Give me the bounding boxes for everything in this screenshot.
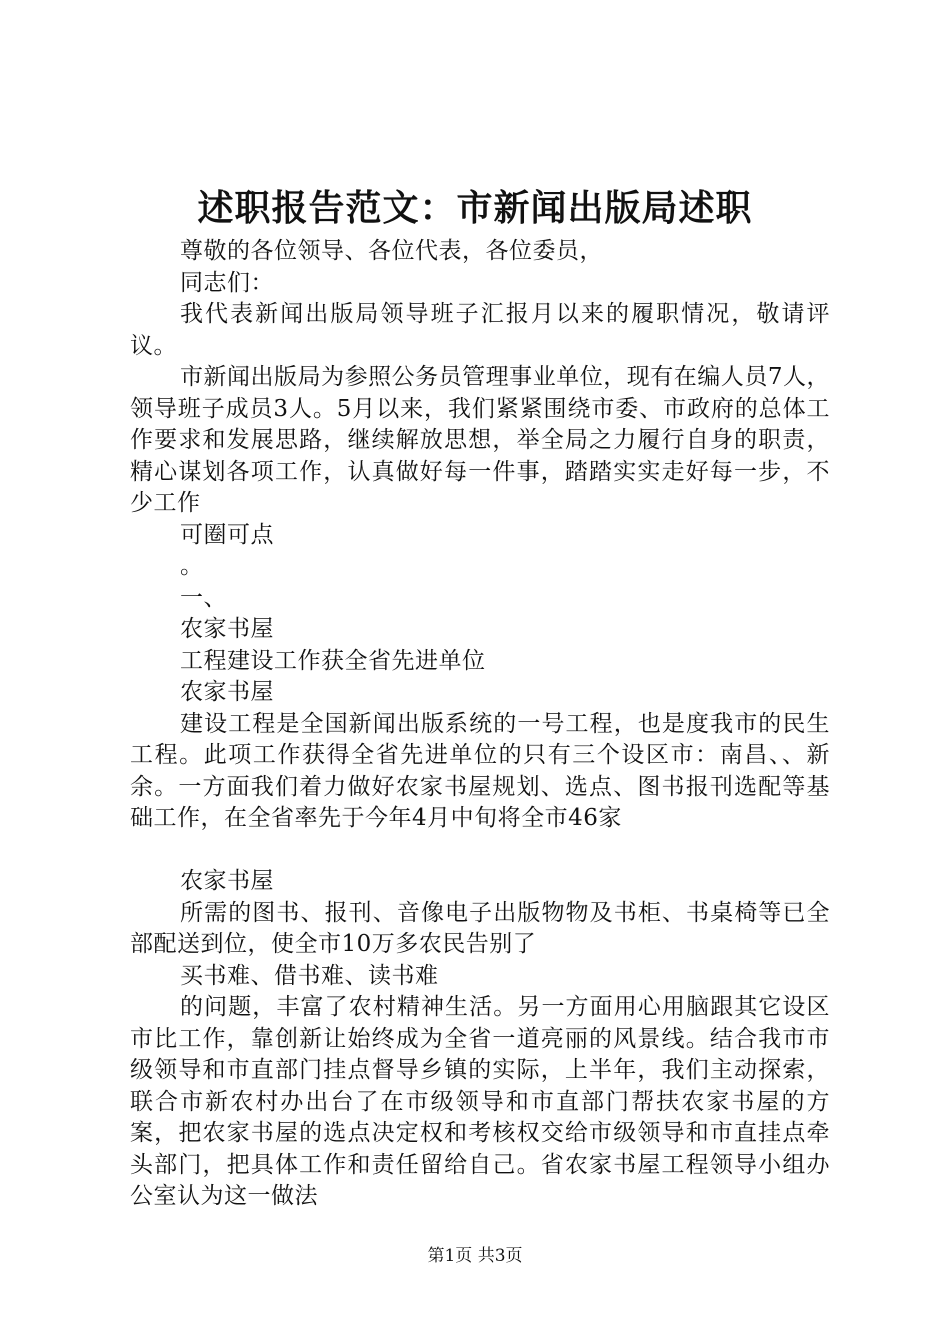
document-body <box>130 236 830 1213</box>
body-paragraph: 农家书屋 <box>180 679 274 705</box>
paragraph-gap <box>130 835 830 867</box>
section-heading-part: 农家书屋 <box>180 616 274 642</box>
body-paragraph: 我代表新闻出版局领导班子汇报月以来的履职情况，敬请评议。 <box>130 301 830 359</box>
body-paragraph: 市新闻出版局为参照公务员管理事业单位，现有在编人员7人，领导班子成员3人。5月以来，我们紧紧围绕市委、市政府的总体工作要求和发展思路，继续解放思想，举全局之力履行自身的职责，精心谋划各项工作，认真做好每一件事，踏踏实实走好每一步，不少工作 <box>130 364 830 516</box>
section-heading-part: 工程建设工作获全省先进单位 <box>180 647 486 674</box>
section-number: 一、 <box>180 584 227 611</box>
body-paragraph: 。 <box>180 553 204 579</box>
body-paragraph: 所需的图书、报刊、音像电子出版物物及书柜、书桌椅等已全部配送到位，使全市10万多农民告别了 <box>130 899 830 957</box>
salutation-line: 尊敬的各位领导、各位代表，各位委员， <box>180 238 603 264</box>
body-paragraph: 农家书屋 <box>180 868 274 894</box>
document-title: 述职报告范文：市新闻出版局述职 <box>197 187 753 229</box>
body-paragraph: 可圈可点 <box>180 521 274 548</box>
body-paragraph: 建设工程是全国新闻出版系统的一号工程，也是度我市的民生工程。此项工作获得全省先进单位的只有三个设区市：南昌、、新余。一方面我们着力做好农家书屋规划、选点、图书报刊选配等基础工作，在全省率先于今年4月中旬将全市46家 <box>130 710 830 831</box>
page-indicator: 第1页 共3页 <box>427 1246 523 1266</box>
body-paragraph: 买书难、借书难、读书难 <box>180 962 439 989</box>
body-paragraph: 的问题，丰富了农村精神生活。另一方面用心用脑跟其它设区市比工作，靠创新让始终成为全省一道亮丽的风景线。结合我市市级领导和市直部门挂点督导乡镇的实际，上半年，我们主动探索，联合市新农村办出台了在市级领导和市直部门帮扶农家书屋的方案，把农家书屋的选点决定权和考核权交给市级领导和市直挂点牵头部门，把具体工作和责任留给自己。省农家书屋工程领导小组办公室认为这一做法 <box>130 994 830 1209</box>
salutation-line: 同志们： <box>180 269 274 296</box>
